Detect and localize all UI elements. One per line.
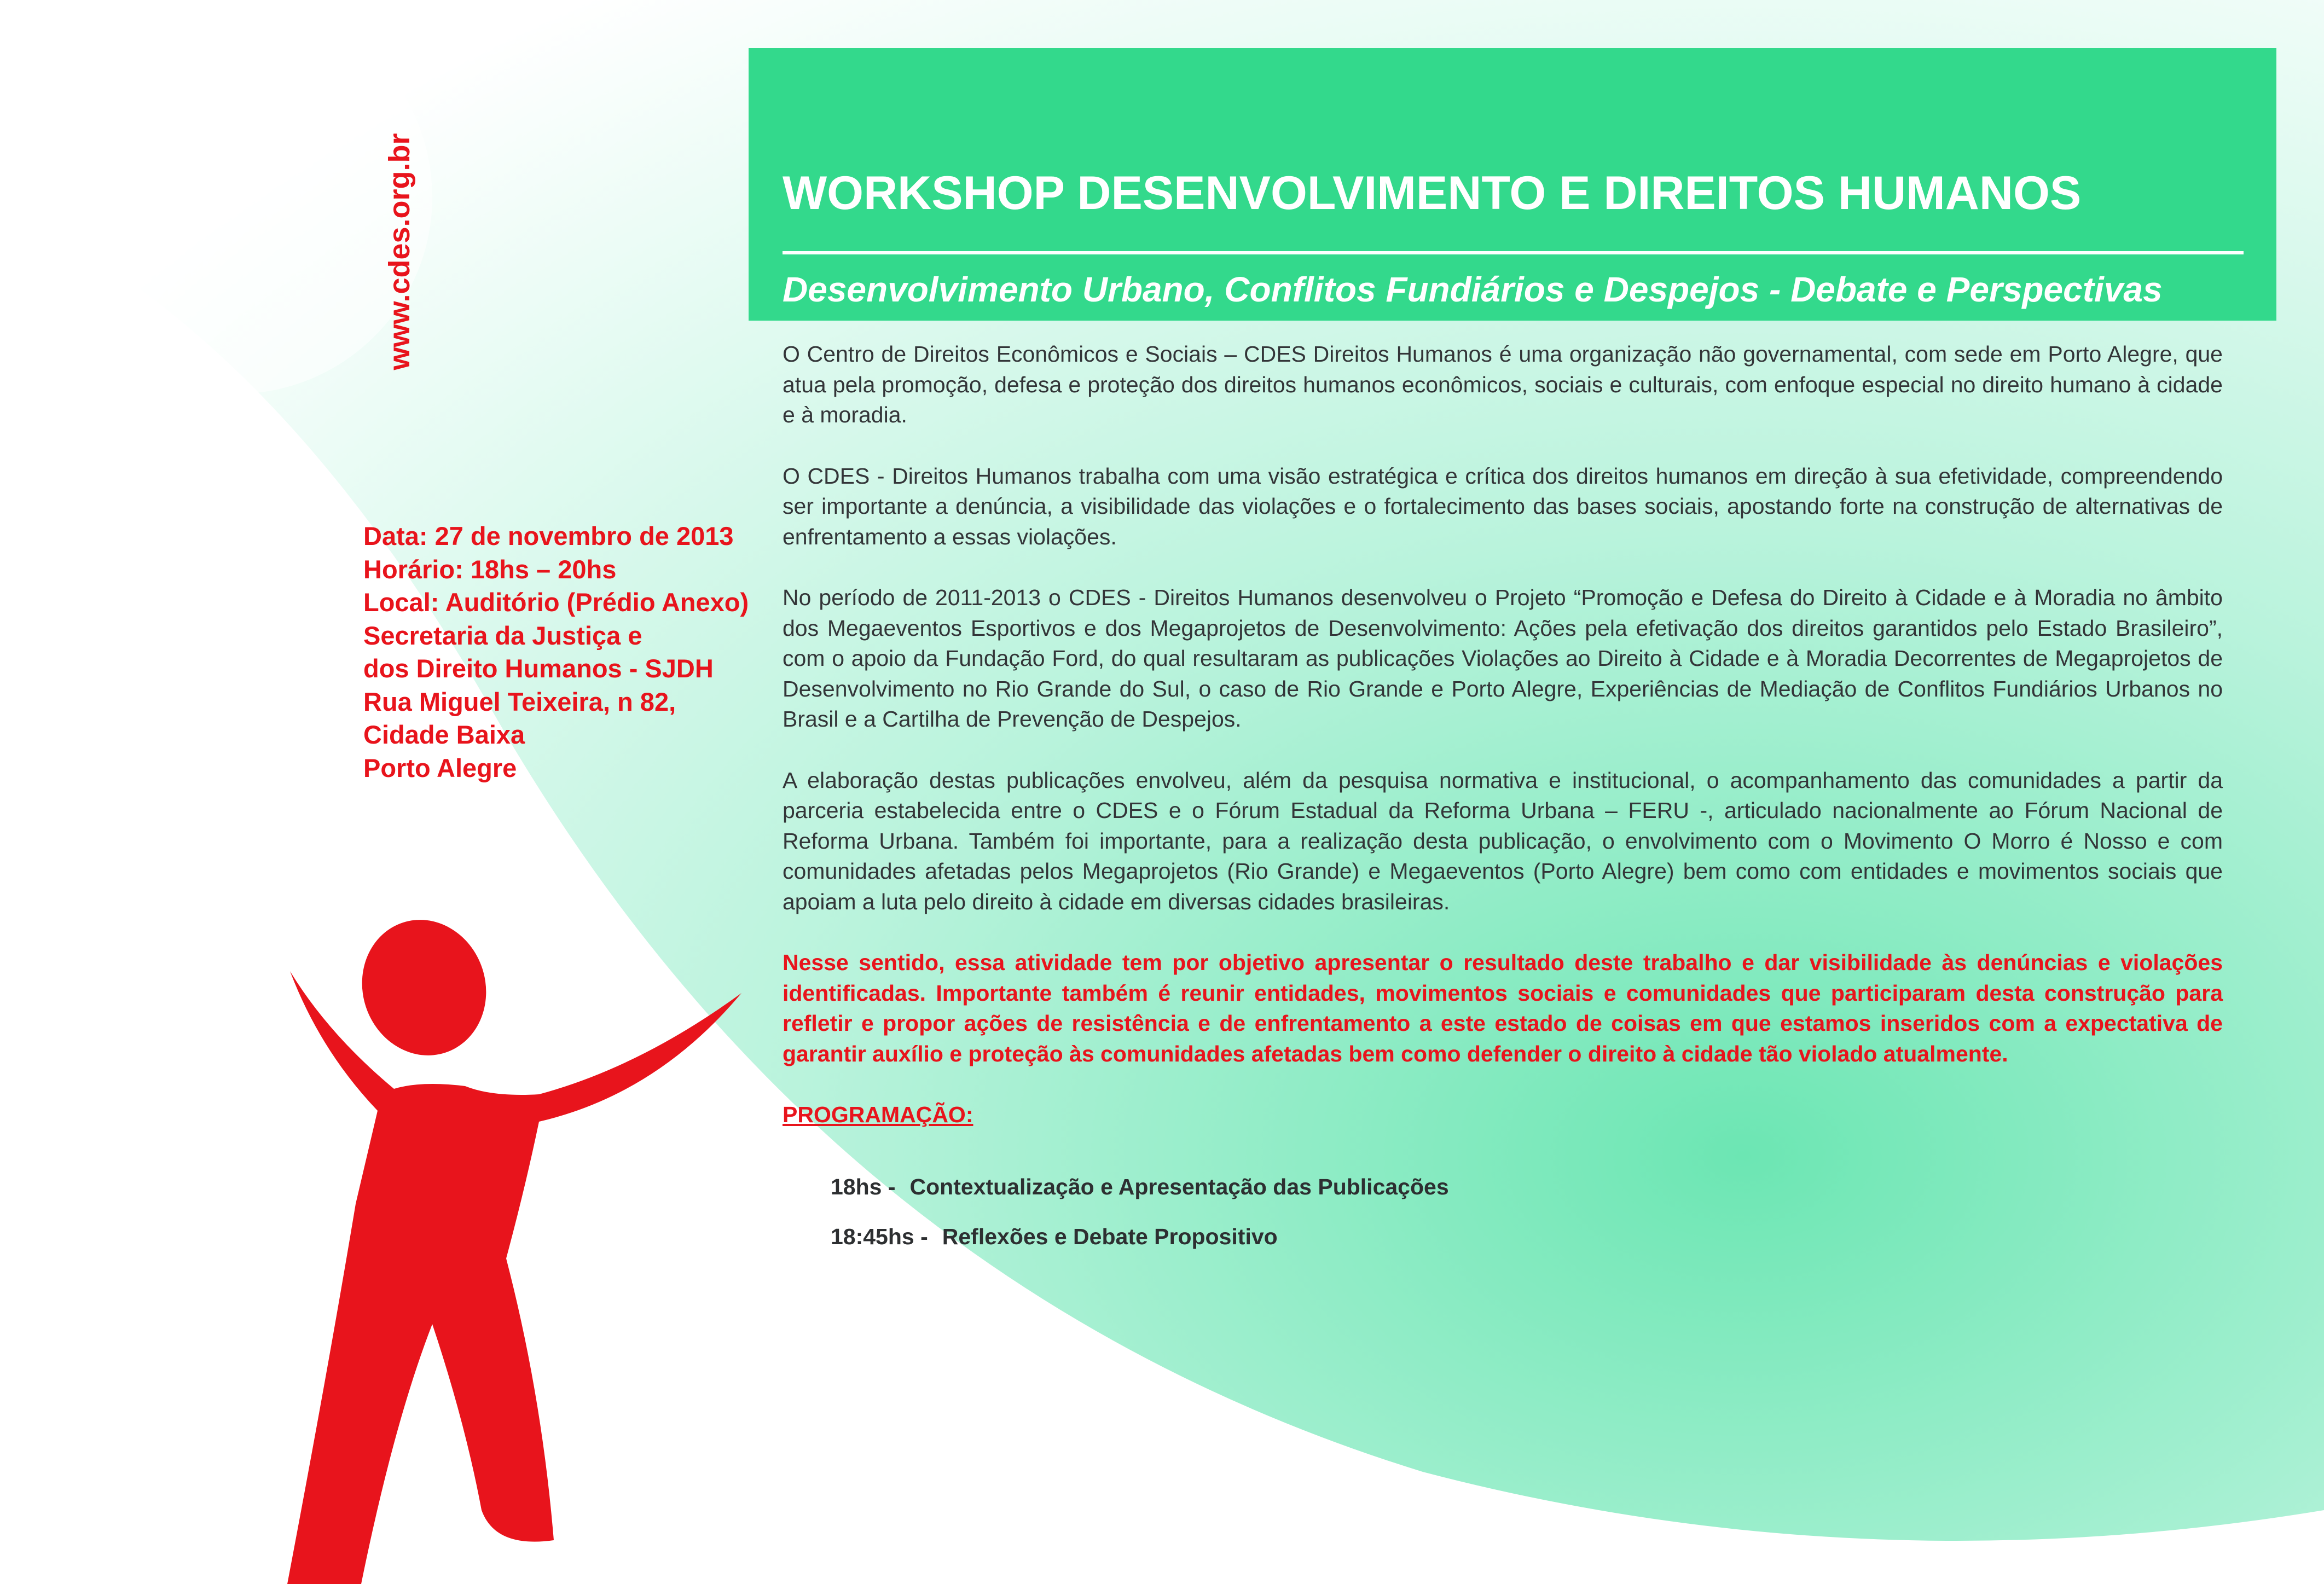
programacao-heading: PROGRAMAÇÃO: [783, 1102, 973, 1127]
event-date: Data: 27 de novembro de 2013 [363, 521, 734, 550]
event-time: Horário: 18hs – 20hs [363, 554, 617, 584]
event-info [363, 520, 779, 785]
program-item [831, 1172, 2223, 1203]
program-activity: Contextualização e Apresentação das Publicações [909, 1174, 1449, 1199]
red-human-figure-logo-icon [285, 897, 755, 1584]
page-title: WORKSHOP DESENVOLVIMENTO E DIREITOS HUMANOS [783, 167, 2082, 219]
event-address-line: Rua Miguel Teixeira, n 82, [363, 687, 676, 716]
program-time: 18hs - [831, 1174, 896, 1199]
highlight-paragraph: Nesse sentido, essa atividade tem por objetivo apresentar o resultado deste trabalho e dar visibilidade às denúncias e violações identificadas. Importante também é reunir entidades, movimentos sociais e comunidades que participaram desta construção para refletir e propor ações de resistência e de enfrentamento a este estado de coisas em que estamos inseridos com a expectativa de garantir auxílio e proteção às comunidades afetadas bem como defender o direito à cidade tão violado atualmente. [783, 950, 2223, 1066]
body-content [783, 339, 2223, 1272]
event-address-line: Cidade Baixa [363, 720, 525, 749]
paragraph: A elaboração destas publicações envolveu, além da pesquisa normativa e institucional, o acompanhamento das comunidades a partir da parceria estabelecida entre o CDES e o Fórum Estadual da Reforma Urbana – FERU -, articulado nacionalmente ao Fórum Nacional de Reforma Urbana. Também foi importante, para a realização desta publicação, o envolvimento com o Movimento O Morro é Nosso e com comunidades afetadas pelos Megaprojetos (Rio Grande) e Megaeventos (Porto Alegre) bem como com entidades e movimentos sociais que apoiam a luta pelo direito à cidade em diversas cidades brasileiras. [783, 767, 2223, 914]
program-activity: Reflexões e Debate Propositivo [942, 1224, 1278, 1249]
title-divider [783, 251, 2244, 254]
paragraph: O Centro de Direitos Econômicos e Sociais – CDES Direitos Humanos é uma organização não governamental, com sede em Porto Alegre, que atua pela promoção, defesa e proteção dos direitos humanos econômicos, sociais e culturais, com enfoque especial no direito humano à cidade e à moradia. [783, 341, 2223, 427]
event-address-line: Porto Alegre [363, 753, 517, 782]
event-location: Local: Auditório (Prédio Anexo) [363, 588, 749, 617]
paragraph: O CDES - Direitos Humanos trabalha com uma visão estratégica e crítica dos direitos humanos em direção à sua efetividade, compreendendo ser importante a denúncia, a visibilidade das violações e o fortalecimento das bases sociais, apostando forte na construção de alternativas de enfrentamento a essas violações. [783, 463, 2223, 549]
program-item [831, 1222, 2223, 1252]
paragraph: No período de 2011-2013 o CDES - Direitos Humanos desenvolveu o Projeto “Promoção e Defesa do Direito à Cidade e à Moradia no âmbito dos Megaeventos Esportivos e dos Megaprojetos de Desenvolvimento: Ações pela efetivação dos direitos garantidos pelo Estado Brasileiro”, com o apoio da Fundação Ford, do qual resultaram as publicações Violações ao Direito à Cidade e à Moradia Decorrentes de Megaprojetos de Desenvolvimento no Rio Grande do Sul, o caso de Rio Grande e Porto Alegre, Experiências de Mediação de Conflitos Fundiários Urbanos no Brasil e a Cartilha de Prevenção de Despejos. [783, 585, 2223, 732]
event-address-line: dos Direito Humanos - SJDH [363, 654, 714, 683]
header-banner [749, 48, 2276, 321]
program-time: 18:45hs - [831, 1224, 928, 1249]
website-url[interactable]: www.cdes.org.br [383, 133, 416, 370]
page-subtitle: Desenvolvimento Urbano, Conflitos Fundiários e Despejos - Debate e Perspectivas [783, 270, 2163, 309]
event-address-line: Secretaria da Justiça e [363, 620, 642, 650]
